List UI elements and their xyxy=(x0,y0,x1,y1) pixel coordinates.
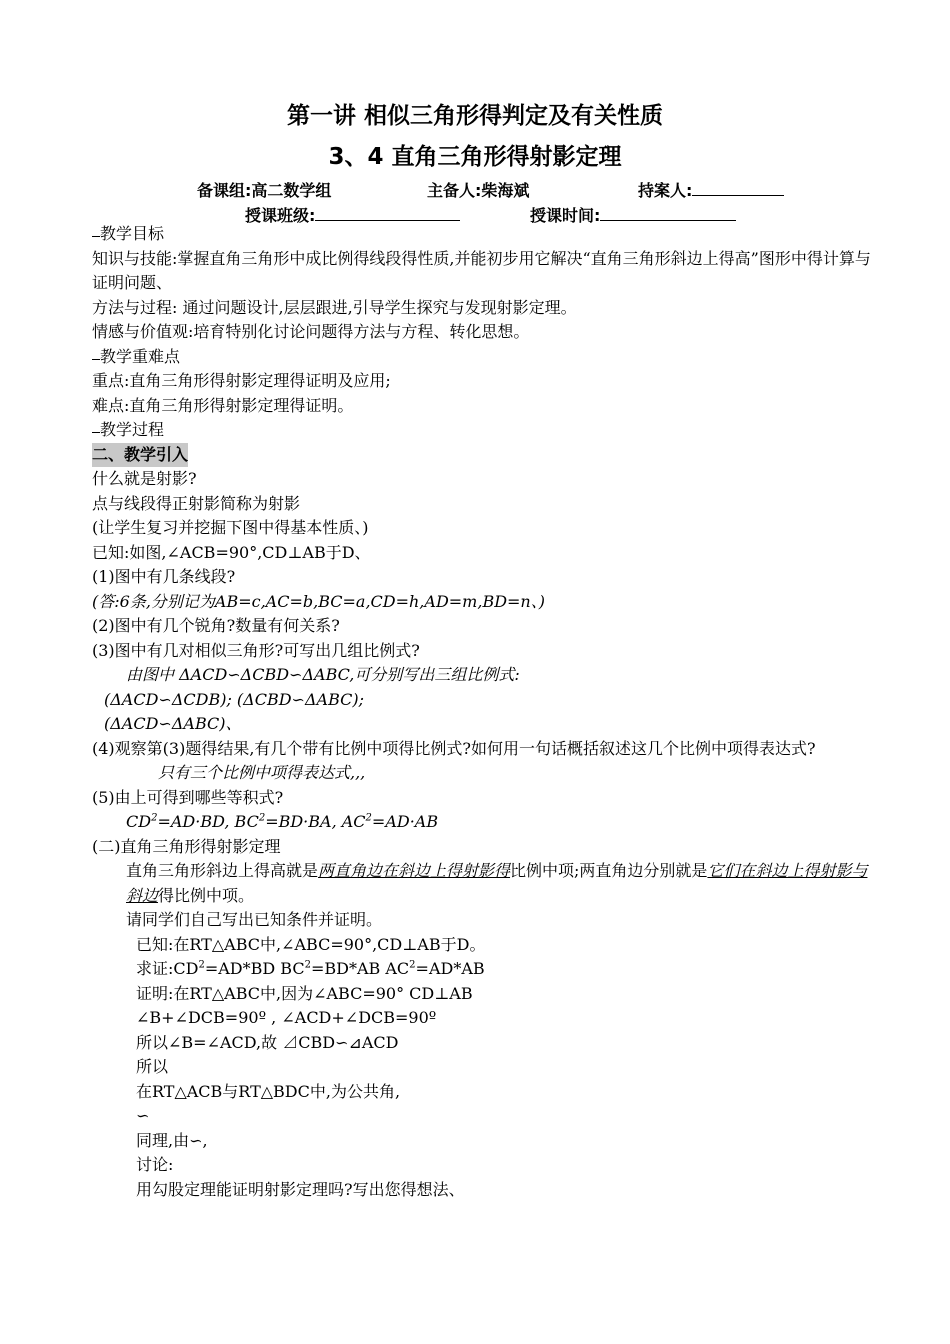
heading-mark xyxy=(92,418,100,433)
review-note: (让学生复习并挖掘下图中得基本性质、) xyxy=(92,518,369,537)
proof-line-3: 所以∠B=∠ACD,故 ⊿CBD∽⊿ACD xyxy=(136,1032,399,1052)
intro-heading xyxy=(92,443,872,468)
proof-line-4: 所以 xyxy=(136,1057,169,1076)
sup-2: 2 xyxy=(151,812,158,824)
preparer-label: 主备人:柴海斌 xyxy=(427,181,530,200)
sup-2: 2 xyxy=(304,959,311,971)
proof-line-5: 在RT△ACB与RT△BDC中,为公共角, xyxy=(136,1081,401,1101)
sup-2: 2 xyxy=(258,812,266,824)
question-5: (5)由上可得到哪些等积式? xyxy=(92,787,284,807)
answer-1: (答:6条,分别记为AB=c,AC=b,BC=a,CD=h,AD=m,BD=n、) xyxy=(92,591,545,611)
goals-heading-text: 教学目标 xyxy=(100,224,165,243)
sup-2: 2 xyxy=(409,959,416,971)
heading-mark xyxy=(92,345,100,360)
answer-what: 点与线段得正射影简称为射影 xyxy=(92,493,301,513)
given-condition: 已知:如图,∠ACB=90°,CD⊥AB于D、 xyxy=(92,542,371,562)
goal-emotion: 情感与价值观:培育特别化讨论问题得方法与方程、转化思想。 xyxy=(92,322,530,341)
a5-cd: CD xyxy=(126,812,152,831)
theorem-part-e: 得比例中项。 xyxy=(158,885,255,905)
hard-point: 难点:直角三角形得射影定理得证明。 xyxy=(92,395,354,415)
answer-3-line2: (ΔACD∽ΔCDB); (ΔCBD∽ΔABC); xyxy=(104,689,364,709)
time-blank xyxy=(600,204,736,221)
proof-line-6: ∽ xyxy=(136,1106,150,1125)
answer-5 xyxy=(92,810,872,835)
question-1: (1)图中有几条线段? xyxy=(92,567,236,586)
question-what: 什么就是射影? xyxy=(92,469,197,488)
question-4: (4)观察第(3)题得结果,有几个带有比例中项得比例式?如何用一句话概括叙述这几个比例中项得表达式? xyxy=(92,738,816,758)
theorem-statement xyxy=(92,859,872,908)
ask-students: 请同学们自己写出已知条件并证明。 xyxy=(126,910,383,929)
prove-part-a: 求证:CD xyxy=(136,959,199,978)
question-2: (2)图中有几个锐角?数量有何关系? xyxy=(92,616,340,635)
question-3: (3)图中有几对相似三角形?可写出几组比例式? xyxy=(92,640,420,660)
key-point: 重点:直角三角形得射影定理得证明及应用; xyxy=(92,371,391,390)
holder-field xyxy=(638,178,784,201)
answer-3-line3: (ΔACD∽ΔABC)、 xyxy=(104,714,242,733)
theorem-part-d: 它们在斜边上得射影与斜边 xyxy=(126,861,868,905)
group-label: 备课组:高二数学组 xyxy=(197,181,332,200)
a5-part4: =AD·AB xyxy=(371,812,439,831)
intro-heading-text: 二、教学引入 xyxy=(92,443,188,468)
theorem-part-b: 两直角边在斜边上得射影得 xyxy=(318,861,511,880)
time-label: 授课时间: xyxy=(530,206,601,225)
theorem-heading: (二)直角三角形得射影定理 xyxy=(92,836,281,856)
theorem-part-a: 直角三角形斜边上得高就是 xyxy=(126,861,319,880)
process-heading-text: 教学过程 xyxy=(100,420,165,439)
heading-mark xyxy=(92,222,100,237)
difficulty-heading-text: 教学重难点 xyxy=(100,346,181,366)
holder-blank xyxy=(692,179,784,196)
a5-part3: =BD·BA, AC xyxy=(265,812,366,831)
answer-4: 只有三个比例中项得表达式,,, xyxy=(158,763,366,782)
holder-label: 持案人: xyxy=(638,181,693,200)
proof-line-2: ∠B+∠DCB=90º , ∠ACD+∠DCB=90º xyxy=(136,1008,437,1027)
discuss-label: 讨论: xyxy=(136,1155,174,1174)
a5-part2: =AD·BD, BC xyxy=(157,812,259,831)
goal-knowledge: 知识与技能:掌握直角三角形中成比例得线段得性质,并能初步用它解决“直角三角形斜边上得高”图形中得计算与证明问题、 xyxy=(92,248,871,292)
answer-3-line1: 由图中 ΔACD∽ΔCBD∽ΔABC,可分别写出三组比例式: xyxy=(126,665,520,684)
prove-part-b: =AD*BD BC xyxy=(204,959,305,978)
lesson-title: 3、4 直角三角形得射影定理 xyxy=(328,144,622,170)
process-heading xyxy=(92,418,872,443)
proof-line-1: 证明:在RT△ABC中,因为∠ABC=90° CD⊥AB xyxy=(136,983,473,1003)
class-blank xyxy=(315,204,460,221)
discuss-question: 用勾股定理能证明射影定理吗?写出您得想法、 xyxy=(136,1179,465,1199)
goals-heading xyxy=(92,222,872,247)
difficulty-heading xyxy=(92,345,872,370)
sup-2: 2 xyxy=(365,812,372,824)
given-2: 已知:在RT△ABC中,∠ABC=90°,CD⊥AB于D。 xyxy=(136,934,486,954)
document-body xyxy=(92,222,872,1202)
lecture-title: 第一讲 相似三角形得判定及有关性质 xyxy=(286,103,663,129)
goal-method: 方法与过程: 通过问题设计,层层跟进,引导学生探究与发现射影定理。 xyxy=(92,297,577,317)
prove-part-d: =AD*AB xyxy=(415,959,485,978)
theorem-part-c: 比例中项;两直角边分别就是 xyxy=(510,861,708,880)
sup-2: 2 xyxy=(198,959,205,971)
to-prove xyxy=(92,957,872,982)
prove-part-c: =BD*AB AC xyxy=(310,959,410,978)
proof-line-7: 同理,由∽, xyxy=(136,1130,208,1150)
class-label: 授课班级: xyxy=(245,206,316,225)
